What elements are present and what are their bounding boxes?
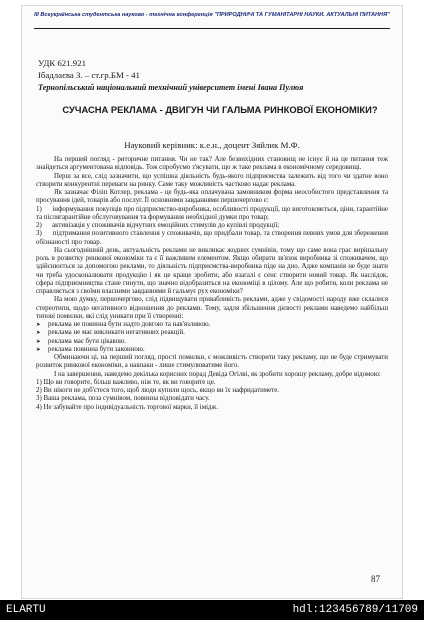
numbered-item: 3) підтримання позитивного ставлення у споживачів, що придбали товар, та створення певних умов для збереження обізнаності про товар. (36, 230, 388, 246)
page-number: 87 (371, 574, 380, 584)
supervisor-line: Науковий керівник: к.е.н., доцент Зяйлик М.Ф. (124, 140, 300, 150)
document-page (22, 6, 402, 598)
bullet-item (36, 346, 388, 354)
bullet-text: реклама повинна бути законною. (48, 345, 145, 353)
repository-label: ELARTU (6, 604, 46, 616)
handle-identifier: hdl:123456789/11709 (292, 604, 418, 616)
paragraph: Перш за все, слід зазначити, що успішна діяльність будь-якого підприємства залежить від того чи здатне воно створити конкурентні переваги на ринку. Саме таку можливість частково надає реклама. (36, 172, 388, 188)
bullet-text: реклама має бути цікавою. (48, 337, 127, 345)
numbered-item: 1) інформування покупців про підприємство-виробника, особливості продукції, що виготовляється, ціни, гарантійне та післягарантійне обслуговування та формування необхідної думки про товар; (36, 205, 388, 221)
article-body (36, 156, 388, 412)
conference-header: III Всеукраїнська студентська науково - технічна конференція "ПРИРОДНИЧІ ТА ГУМАНІТАРНІ НАУКИ. АКТУАЛЬНІ ПИТАННЯ" (34, 12, 390, 18)
advice-item: 4) Не забувайте про індивідуальність торгової марки, її імідж. (36, 403, 218, 411)
paragraph: Обминаючи ці, на перший погляд, прості помилки, є можливість створити таку рекламу, що не буде стримувати розвиток ринкової економіки, а навпаки - лише стимулюватиме його. (36, 354, 388, 370)
article-title: СУЧАСНА РЕКЛАМА - ДВИГУН ЧИ ГАЛЬМА РИНКОВОЇ ЕКОНОМІКИ? (62, 104, 378, 115)
advice-item: 2) Ви нікоги не доб'єтеся того, щоб люди купили щось, якщо ви їх нафридатимете. (36, 387, 279, 394)
header-rule (34, 28, 390, 29)
paragraph: Як зазначає Філіп Котлер, реклама - це будь-яка оплачувана замовником форма неособистого представлення та просування ідей, товарів або послуг. Її основними завданнями першочергово є: (36, 189, 388, 205)
affiliation: Тернопільський національний технічний університет імені Івана Пулюя (38, 83, 304, 92)
udc-code: УДК 621.921 (38, 58, 86, 68)
numbered-item: 2) активізація у споживачів відчутних емоційних стимулів до купівлі продукції; (36, 222, 280, 229)
footer-bar (0, 600, 424, 620)
paragraph: На сьогоднішній день, актуальність реклами не викликає жодних сумнівів, тому що саме вона грає вирішальну роль в розвитку ринкової економіки та є її важливим елементом. Якщо обирати зв'язок виробника зі споживачем, що здійснюється за допомогою реклами, то діяльність підприємства-виробника піде на дно. Адже компанія не буде знати чи треба удосконалювати продукцію і як це краще зробити, або взагалі є сенс створити новий товар. Як наслідок, сфера підприємництва стане гинути, що значно відобразиться на економіці в цілому. Але що робити, коли реклама не справляється з своїми власними завданнями й гальмує рух економіки? (36, 246, 388, 295)
author-line: Ібадлаєва З. – ст.гр.БМ - 41 (38, 70, 140, 80)
paragraph: На мою думку, першочергово, слід підвищувати привабливість реклами, адже у свідомості народу вже склалися стереотипи, щодо негативного відношення до реклами. Тому, задля збільшення дієвості реклами наведемо найбільш типові помилки, які слід уникати при її створенні: (36, 296, 388, 320)
bullet-item (36, 338, 388, 346)
arrow-bullet-icon: ➤ (36, 330, 41, 337)
advice-item: 1) Що ви говорите, більш важливо, ніж те, як ви говорите це. (36, 378, 216, 386)
arrow-bullet-icon: ➤ (36, 338, 41, 345)
bullet-item (36, 321, 388, 329)
paragraph: І на завершення, наведемо декілька корисних порад Девіда Огілві, як зробити хорошу рекламу, добре відомою: (54, 370, 381, 378)
advice-item: 3) Ваша реклама, поза сумнівом, повинна відповідати часу. (36, 395, 210, 403)
arrow-bullet-icon: ➤ (36, 322, 41, 328)
arrow-bullet-icon: ➤ (36, 346, 41, 353)
bullet-text: реклама не має викликати негативних реакцій. (48, 329, 185, 337)
bullet-text: реклама не повинна бути надто довгою та нав'язливою. (48, 321, 211, 328)
bullet-item (36, 329, 388, 337)
paragraph: На перший погляд - риторичне питання. Чи не так? Але безвихідних становищ не існує й на це питання теж знайдеться аргументована відповідь. Тож спробуємо з'ясувати, що ж таке реклама в економічному середовищі. (36, 156, 388, 172)
